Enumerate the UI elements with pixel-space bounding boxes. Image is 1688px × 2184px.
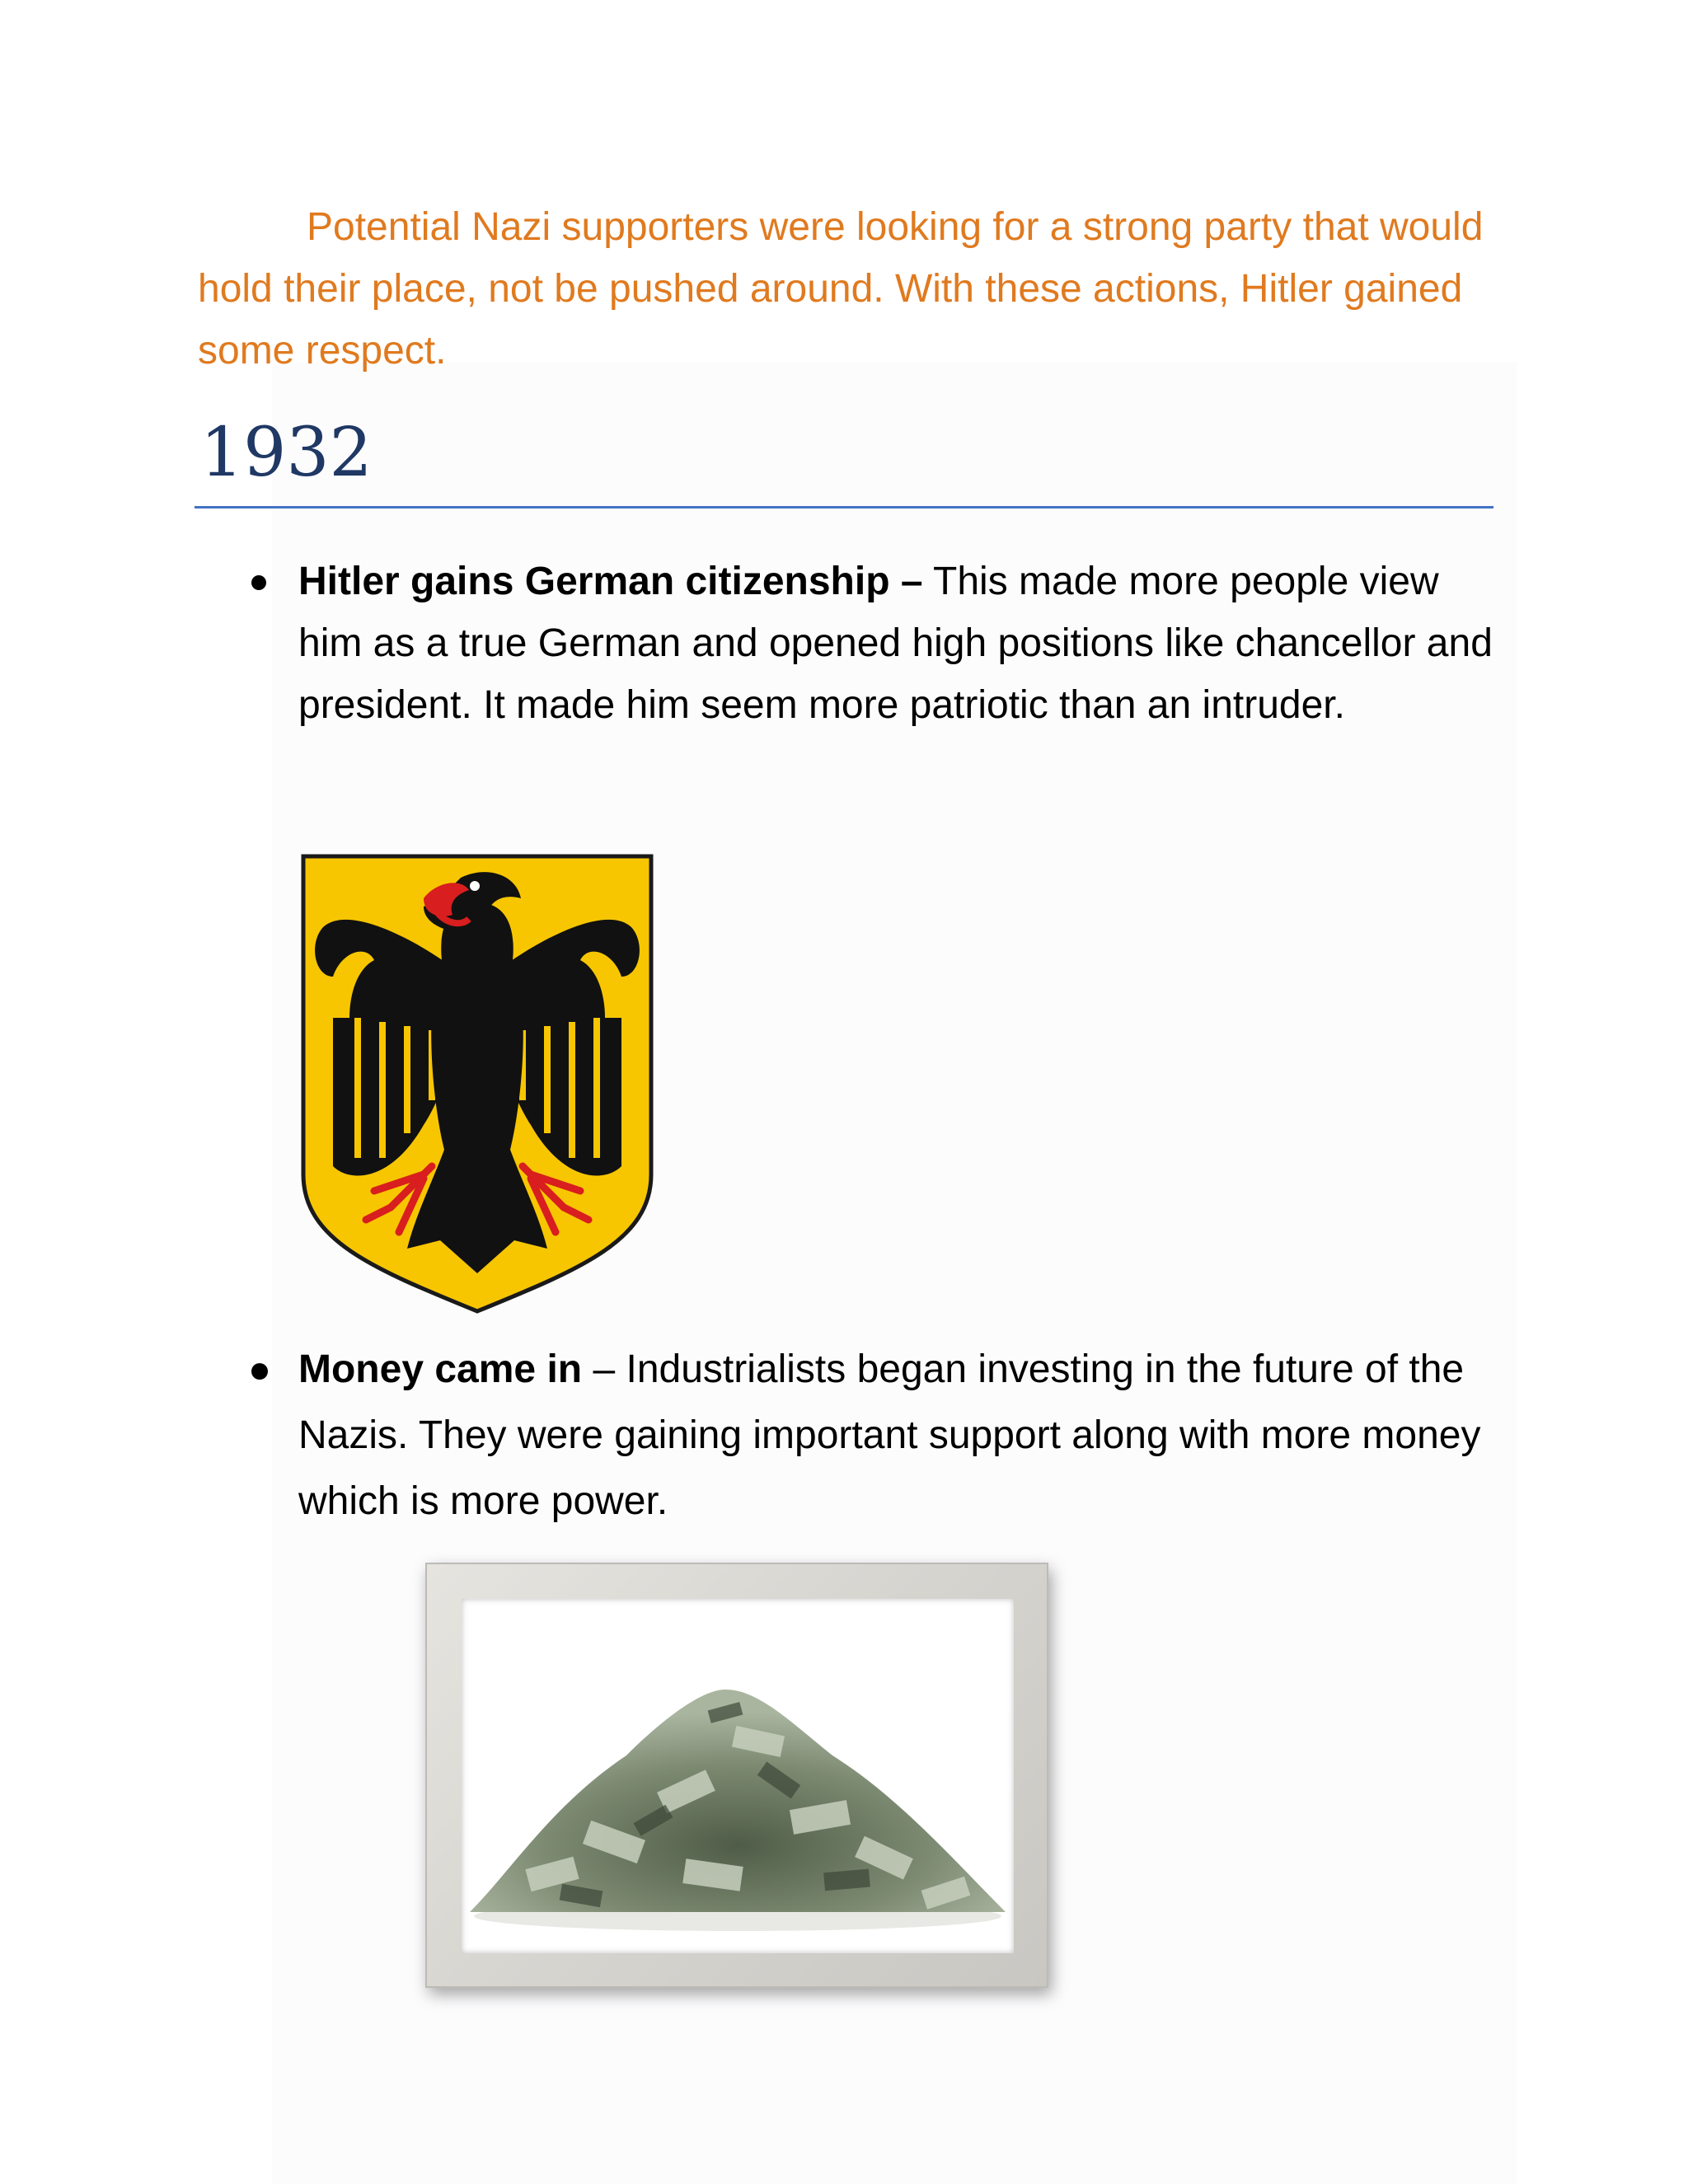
bullet-dot [251,1363,268,1380]
heading-underline [195,506,1493,509]
money-image-frame [425,1563,1048,1988]
coat-of-arms-image [300,853,654,1315]
money-image [462,1599,1014,1953]
bullet-body: Industrialists began investing in the future of the Nazis. They were gaining important support along with more money which is more power. [298,1347,1481,1523]
bullet-dot [251,575,266,590]
bullet-dash: – [582,1347,626,1391]
bullet-lead: Hitler gains German citizenship – [298,560,923,603]
eagle-icon [300,853,654,1315]
bullet-lead: Money came in [298,1347,583,1391]
bullet-body: This made more people view him as a true German and opened high positions like chancellor and president. It made him seem more patriotic than an intruder. [298,560,1493,727]
section-heading-year: 1932 [200,414,373,492]
intro-text: Potential Nazi supporters were looking for a strong party that would hold their place, not be pushed around. With these actions, Hitler gained some respect. [198,205,1484,373]
bullet-citizenship [298,551,1502,736]
bullet-money [298,1337,1502,1535]
intro-paragraph [198,196,1517,382]
money-pile-icon [462,1599,1014,1953]
